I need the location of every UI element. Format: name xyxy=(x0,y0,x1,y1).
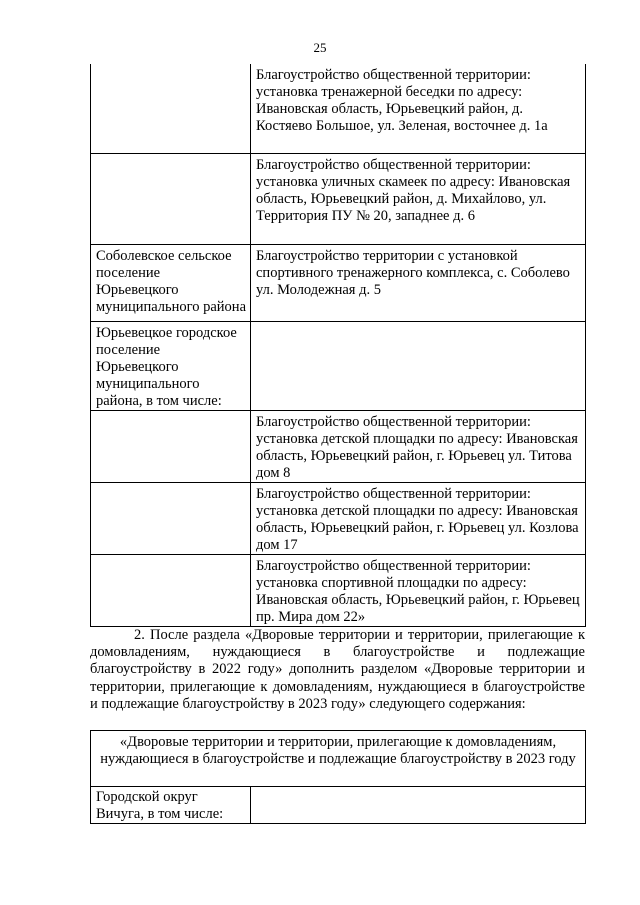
municipality-cell: Юрьевецкое городское поселение Юрьевецкого муниципального района, в том числе: xyxy=(91,322,251,411)
municipality-cell xyxy=(91,154,251,245)
improvement-description-cell: Благоустройство общественной территории: установка детской площадки по адресу: Ивановская область, Юрьевецкий район, г. Юрьевец ул. Титова дом 8 xyxy=(251,411,586,483)
table-row xyxy=(91,787,586,824)
courtyards-2023-table xyxy=(90,730,586,824)
improvement-description-cell: Благоустройство общественной территории: установка спортивной площадки по адресу: Ивановская область, Юрьевецкий район, г. Юрьевец пр. Мира дом 22» xyxy=(251,555,586,627)
municipality-cell xyxy=(91,483,251,555)
section-heading-cell: «Дворовые территории и территории, прилегающие к домовладениям, нуждающиеся в благоустройстве и подлежащие благоустройству в 2023 году xyxy=(91,731,586,787)
improvement-description-cell: Благоустройство территории с установкой спортивного тренажерного комплекса, с. Соболево ул. Молодежная д. 5 xyxy=(251,245,586,322)
table-row xyxy=(91,411,586,483)
table-row xyxy=(91,483,586,555)
table-row xyxy=(91,64,586,154)
amendment-paragraph xyxy=(90,627,585,713)
improvement-description-cell: Благоустройство общественной территории: установка тренажерной беседки по адресу: Ивановская область, Юрьевецкий район, д. Костяево Большое, ул. Зеленая, восточнее д. 1а xyxy=(251,64,586,154)
municipality-cell xyxy=(91,64,251,154)
territories-table xyxy=(90,64,586,627)
municipality-cell: Городской округ Вичуга, в том числе: xyxy=(91,787,251,824)
table-row xyxy=(91,555,586,627)
table-header-row xyxy=(91,731,586,787)
table-row xyxy=(91,245,586,322)
improvement-description-cell xyxy=(251,322,586,411)
municipality-cell xyxy=(91,411,251,483)
amendment-text: 2. После раздела «Дворовые территории и территории, прилегающие к домовладениям, нуждающиеся в благоустройстве и подлежащие благоустройству в 2022 году» дополнить разделом «Дворовые территории и территории, прилегающие к домовладениям, нуждающиеся в благоустройстве и подлежащие благоустройству в 2023 году» следующего содержания: xyxy=(90,627,585,712)
table-row xyxy=(91,154,586,245)
table-row xyxy=(91,322,586,411)
municipality-cell xyxy=(91,555,251,627)
improvement-description-cell: Благоустройство общественной территории: установка уличных скамеек по адресу: Ивановская область, Юрьевецкий район, д. Михайлово, ул. Территория ПУ № 20, западнее д. 6 xyxy=(251,154,586,245)
improvement-description-cell: Благоустройство общественной территории: установка детской площадки по адресу: Ивановская область, Юрьевецкий район, г. Юрьевец ул. Козлова дом 17 xyxy=(251,483,586,555)
municipality-cell: Соболевское сельское поселение Юрьевецкого муниципального района xyxy=(91,245,251,322)
improvement-description-cell xyxy=(251,787,586,824)
page-number: 25 xyxy=(313,40,327,55)
